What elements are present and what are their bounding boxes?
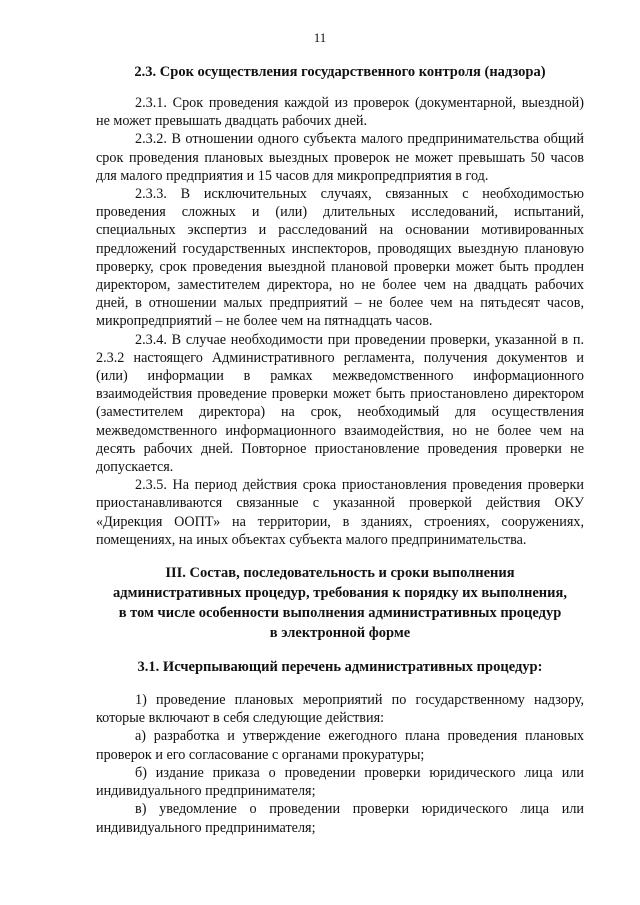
section-3-1-heading: 3.1. Исчерпывающий перечень административных процедур: xyxy=(137,659,543,676)
section-3-heading-line-4: в электронной форме xyxy=(269,625,411,642)
list-item-a: а) разработка и утверждение ежегодного плана проведения плановых проверок и его согласование с органами прокуратуры; xyxy=(96,728,584,763)
section-3-heading xyxy=(96,563,584,643)
list-item-1: 1) проведение плановых мероприятий по государственному надзору, которые включают в себя следующие действия: xyxy=(96,692,584,727)
paragraph-2-3-2: 2.3.2. В отношении одного субъекта малого предпринимательства общий срок проведения плановых выездных проверок не может превышать 50 часов для малого предприятия и 15 часов для микропредприятия в год. xyxy=(96,131,584,184)
list-item-v: в) уведомление о проведении проверки юридического лица или индивидуального предпринимателя; xyxy=(96,801,584,836)
section-2-3-heading: 2.3. Срок осуществления государственного контроля (надзора) xyxy=(134,64,546,80)
list-item-b: б) издание приказа о проведении проверки юридического лица или индивидуального предпринимателя; xyxy=(96,764,584,800)
paragraph-2-3-5: 2.3.5. На период действия срока приостановления проведения проверки приостанавливаются связанные с указанной проверкой действия ОКУ «Дирекция ООПТ» на территории, в зданиях, строениях, сооружениях, помещениях, на иных объектах субъекта малого предпринимательства. xyxy=(96,477,584,548)
paragraph-2-3-4: 2.3.4. В случае необходимости при проведении проверки, указанной в п. 2.3.2 настоящего Административного регламента, получения документов и (или) информации в рамках межведомственного информационного взаимодействия проведение проверки может быть приостановлено директором (заместителем директора) на срок, необходимый для осуществления межведомственного информационного взаимодействия, но не более чем на десять рабочих дней. Повторное приостановление проведения проверки не допускается. xyxy=(96,331,584,476)
document-body xyxy=(96,62,584,837)
paragraph-2-3-3: 2.3.3. В исключительных случаях, связанных с необходимостью проведения сложных и (или) длительных исследований, испытаний, специальных экспертиз и расследований на основании мотивированных предложений государственных инспекторов, проводящих выездную плановую проверку, срок проведения выездной плановой проверки может быть продлен директором, заместителем директора, но не более чем на двадцать рабочих дней, в отношении малых предприятий – не более чем на пятьдесят часов, микропредприятий – не более чем на пятнадцать часов. xyxy=(96,186,584,330)
paragraph-2-3-1: 2.3.1. Срок проведения каждой из проверок (документарной, выездной) не может превышать двадцать рабочих дней. xyxy=(96,95,584,130)
page-number: 11 xyxy=(313,30,327,45)
section-3-heading-line-2: административных процедур, требования к порядку их выполнения, xyxy=(113,585,567,602)
section-3-heading-line-1: III. Состав, последовательность и сроки выполнения xyxy=(165,565,515,582)
section-3-heading-line-3: в том числе особенности выполнения административных процедур xyxy=(118,605,562,622)
